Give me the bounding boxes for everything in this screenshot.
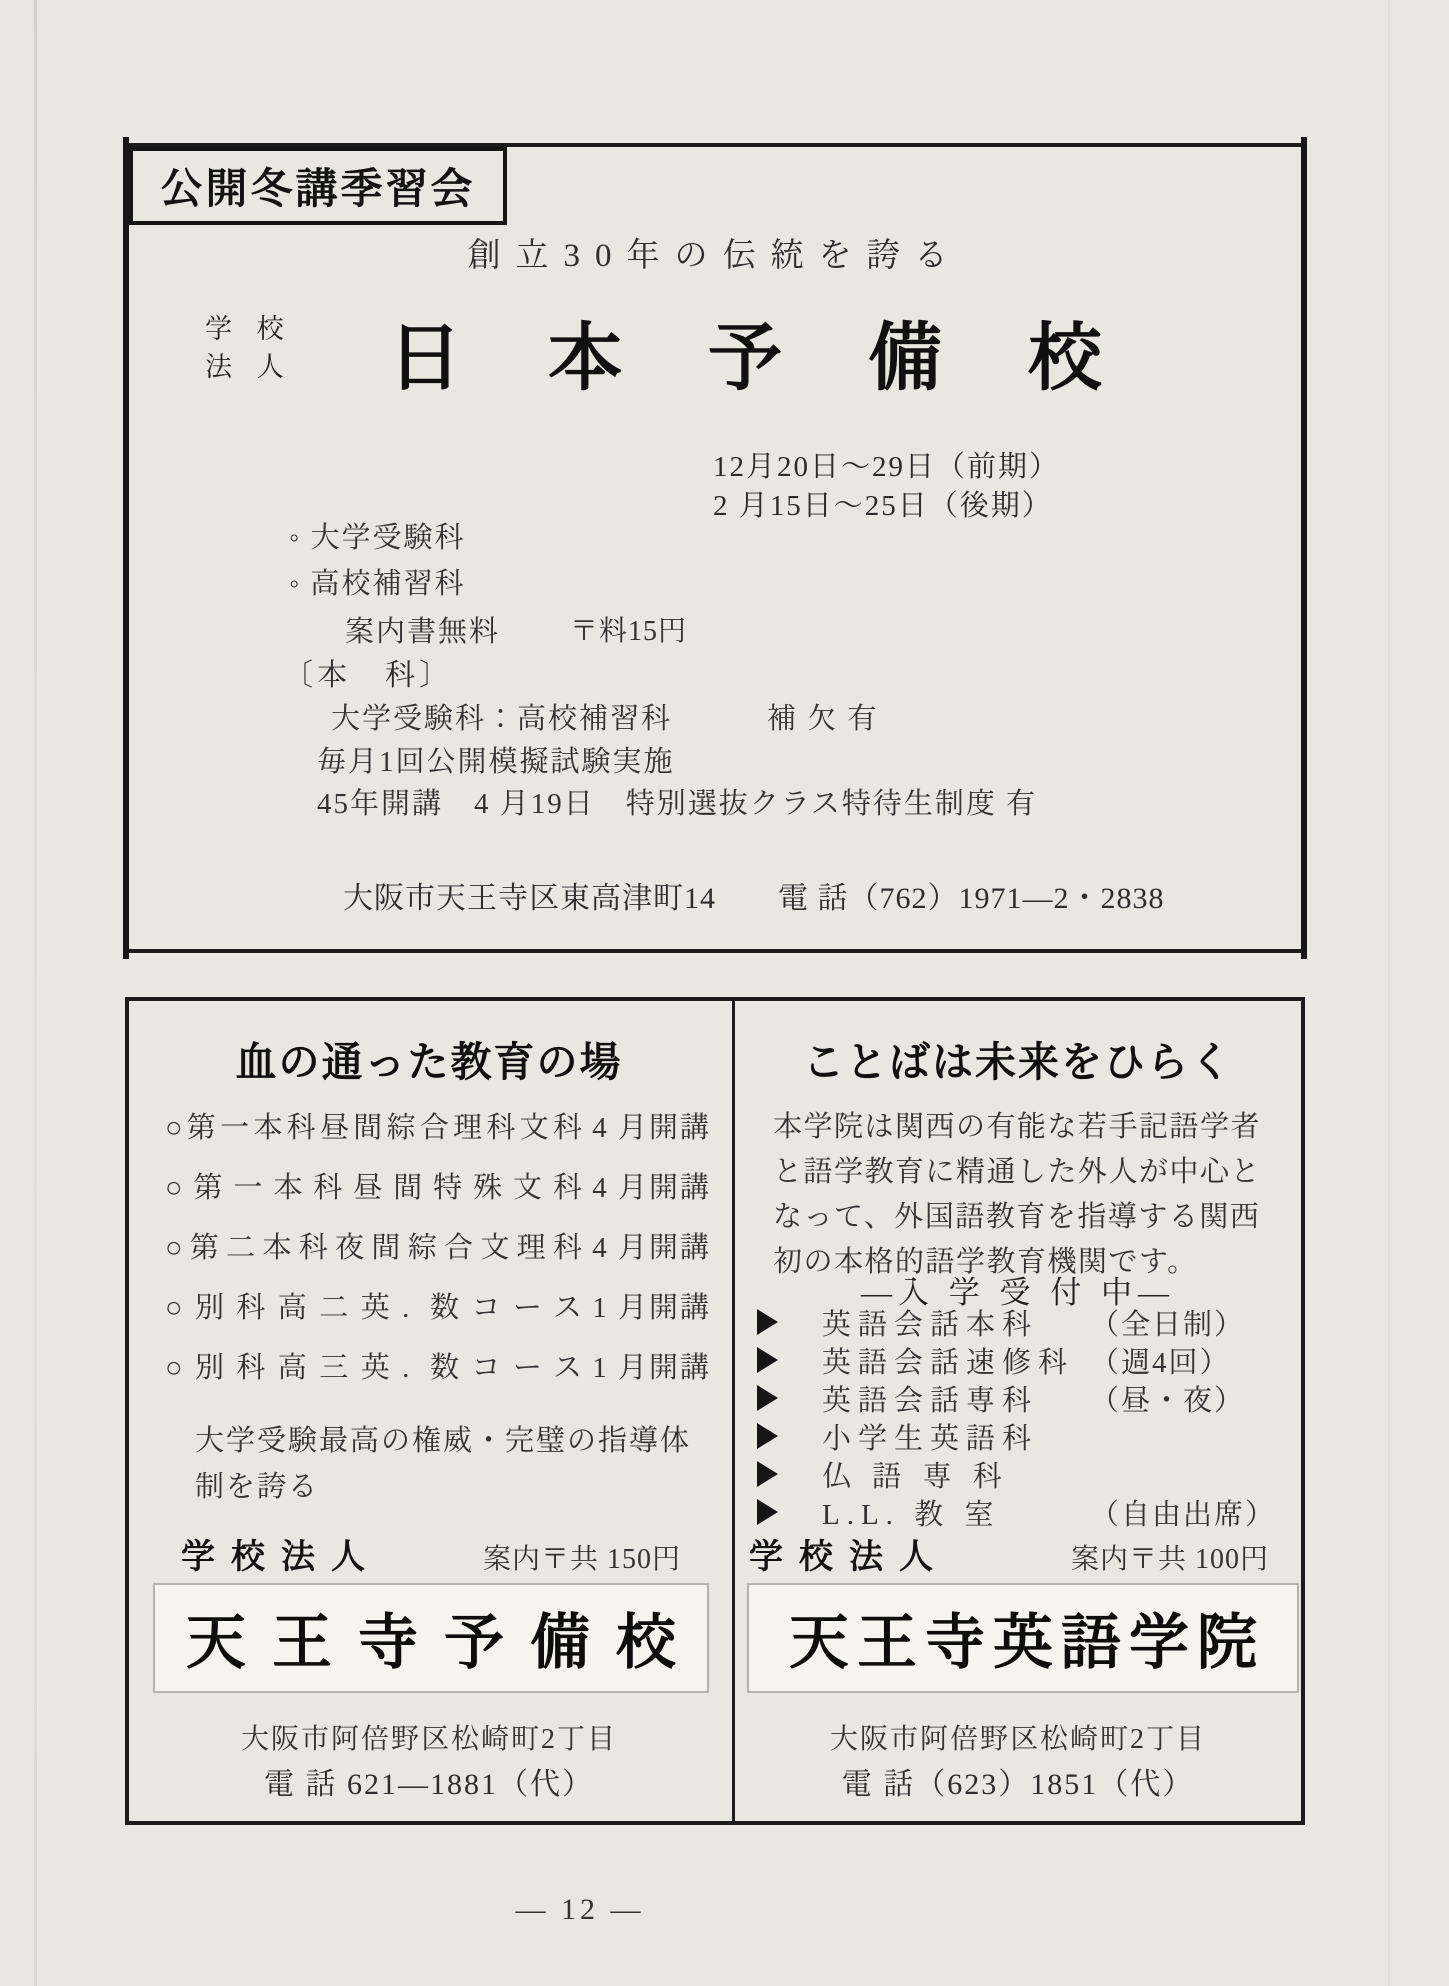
paper-crease-left xyxy=(34,0,37,1986)
mock-exam-line: 毎月1回公開模擬試験実施 xyxy=(317,746,675,778)
top-ad-address: 大阪市天王寺区東高津町14 xyxy=(343,882,716,915)
right-course-row xyxy=(757,1417,1297,1455)
intro-line-2: と語学教育に精通した外人が中心と xyxy=(773,1156,1262,1188)
paper-crease-right xyxy=(1388,0,1390,1986)
right-course-name: 仏 語 専 科 xyxy=(822,1460,1009,1493)
left-course-start: 4 月開講 xyxy=(592,1112,711,1144)
guide-fee-line xyxy=(345,609,687,650)
left-ad-heading: 血の通った教育の場 xyxy=(235,1039,623,1085)
left-ad-address: 大阪市阿倍野区松崎町2丁目 xyxy=(240,1724,617,1755)
intro-line-4: 初の本格的語学教育機関です。 xyxy=(773,1246,1198,1278)
right-course-name: 英語会話速修科 xyxy=(822,1346,1075,1379)
course-bullet-daigaku: ◦ 大学受験科 xyxy=(289,522,466,554)
intro-line-3: なって、外国語教育を指導する関西 xyxy=(773,1201,1261,1233)
right-course-row xyxy=(757,1303,1297,1341)
term-start-line: 45年開講 4 月19日 特別選抜クラス特待生制度 有 xyxy=(317,788,1038,820)
right-course-row xyxy=(757,1341,1297,1379)
left-course-row xyxy=(165,1225,711,1266)
right-corp-row xyxy=(749,1529,1269,1578)
right-course-row xyxy=(757,1493,1297,1531)
right-triangle-icon xyxy=(757,1461,778,1487)
right-ad-heading: ことばは未来をひらく xyxy=(803,1039,1233,1085)
right-triangle-icon xyxy=(757,1385,778,1411)
left-school-name-box xyxy=(153,1583,709,1693)
course-terms xyxy=(713,448,1060,526)
left-ad-slogan xyxy=(195,1418,691,1510)
honka-section-header: 〔本 科〕 xyxy=(283,659,453,692)
left-course-row xyxy=(165,1165,711,1206)
left-guide-fee: 案内〒共 150円 xyxy=(482,1544,681,1575)
right-course-note: （週4回） xyxy=(1090,1346,1231,1379)
right-school-name: 天王寺英語学院 xyxy=(789,1610,1265,1676)
right-school-name-box xyxy=(747,1583,1299,1693)
left-corp-row xyxy=(181,1529,681,1578)
right-guide-fee: 案内〒共 100円 xyxy=(1070,1544,1269,1575)
school-name-title: 日本予備校 xyxy=(388,318,1188,400)
right-course-row xyxy=(757,1379,1297,1417)
right-triangle-icon xyxy=(757,1499,778,1525)
top-ad-contact-line xyxy=(343,873,1165,917)
left-course-name: ○別科高三英. 数コース xyxy=(165,1352,583,1384)
left-course-name: ○第一本科昼間特殊文科 xyxy=(165,1172,583,1204)
term-first: 12月20日～29日（前期） xyxy=(713,451,1061,483)
left-course-row xyxy=(165,1345,711,1386)
course-bullet-koko: ◦ 高校補習科 xyxy=(289,568,466,600)
honka-course-line xyxy=(331,696,879,737)
left-course-row xyxy=(165,1285,711,1326)
right-course-note: （昼・夜） xyxy=(1090,1384,1246,1417)
right-course-name: 英語会話本科 xyxy=(822,1308,1039,1341)
right-course-row xyxy=(757,1455,1297,1493)
honka-vacancy-note: 補 欠 有 xyxy=(767,703,879,735)
top-ad-phone: 電 話（762）1971—2・2838 xyxy=(778,882,1165,915)
bottom-ads-box xyxy=(125,997,1305,1825)
postage-fee-label: 〒料15円 xyxy=(570,616,688,647)
winter-course-label: 公開冬講季習会 xyxy=(160,165,476,212)
slogan-line-1: 大学受験最高の権威・完璧の指導体 xyxy=(195,1425,692,1457)
left-course-start: 4 月開講 xyxy=(592,1232,711,1264)
left-course-start: 1 月開講 xyxy=(592,1352,711,1384)
right-course-name: 小学生英語科 xyxy=(822,1422,1039,1455)
right-corp-label: 学校法人 xyxy=(749,1538,949,1576)
right-course-name: 英語会話専科 xyxy=(822,1384,1039,1417)
nihon-yobiko-ad-box xyxy=(125,143,1305,953)
left-course-name: ○第一本科昼間綜合理科文科 xyxy=(165,1112,583,1144)
right-ad-phone: 電 話（623）1851（代） xyxy=(841,1768,1195,1801)
honka-course-names: 大学受験科：高校補習科 xyxy=(331,703,673,735)
slogan-line-2: 制を誇る xyxy=(195,1471,320,1503)
corp-line-1: 学 校 xyxy=(205,314,293,344)
left-course-row xyxy=(165,1105,711,1146)
right-triangle-icon xyxy=(757,1309,778,1335)
left-course-name: ○別科高二英. 数コース xyxy=(165,1292,583,1324)
left-corp-label: 学校法人 xyxy=(181,1538,381,1576)
column-divider xyxy=(732,1001,735,1821)
page-number: — 12 — xyxy=(515,1893,645,1926)
right-triangle-icon xyxy=(757,1423,778,1449)
right-triangle-icon xyxy=(757,1347,778,1373)
corp-line-2: 法 人 xyxy=(205,352,293,382)
left-school-name: 天王寺予備校 xyxy=(186,1610,702,1676)
left-ad-phone: 電 話 621—1881（代） xyxy=(264,1768,594,1801)
right-course-name: L.L. 教 室 xyxy=(822,1498,1001,1531)
right-course-note: （自由出席） xyxy=(1090,1498,1277,1531)
intro-line-1: 本学院は関西の有能な若手記語学者 xyxy=(773,1111,1262,1143)
enrollment-banner: ―入 学 受 付 中― xyxy=(861,1275,1175,1310)
guide-free-label: 案内書無料 xyxy=(345,616,501,648)
left-course-start: 1 月開講 xyxy=(592,1292,711,1324)
left-course-name: ○第二本科夜間綜合文理科 xyxy=(165,1232,583,1264)
right-ad-address: 大阪市阿倍野区松崎町2丁目 xyxy=(829,1724,1206,1755)
term-second: 2 月15日～25日（後期） xyxy=(713,490,1053,522)
left-course-start: 4 月開講 xyxy=(592,1172,711,1204)
right-ad-intro xyxy=(773,1105,1261,1285)
right-course-note: （全日制） xyxy=(1090,1308,1246,1341)
winter-course-banner-box xyxy=(129,147,507,225)
ad-tagline: 創立30年の伝統を誇る xyxy=(467,238,963,274)
